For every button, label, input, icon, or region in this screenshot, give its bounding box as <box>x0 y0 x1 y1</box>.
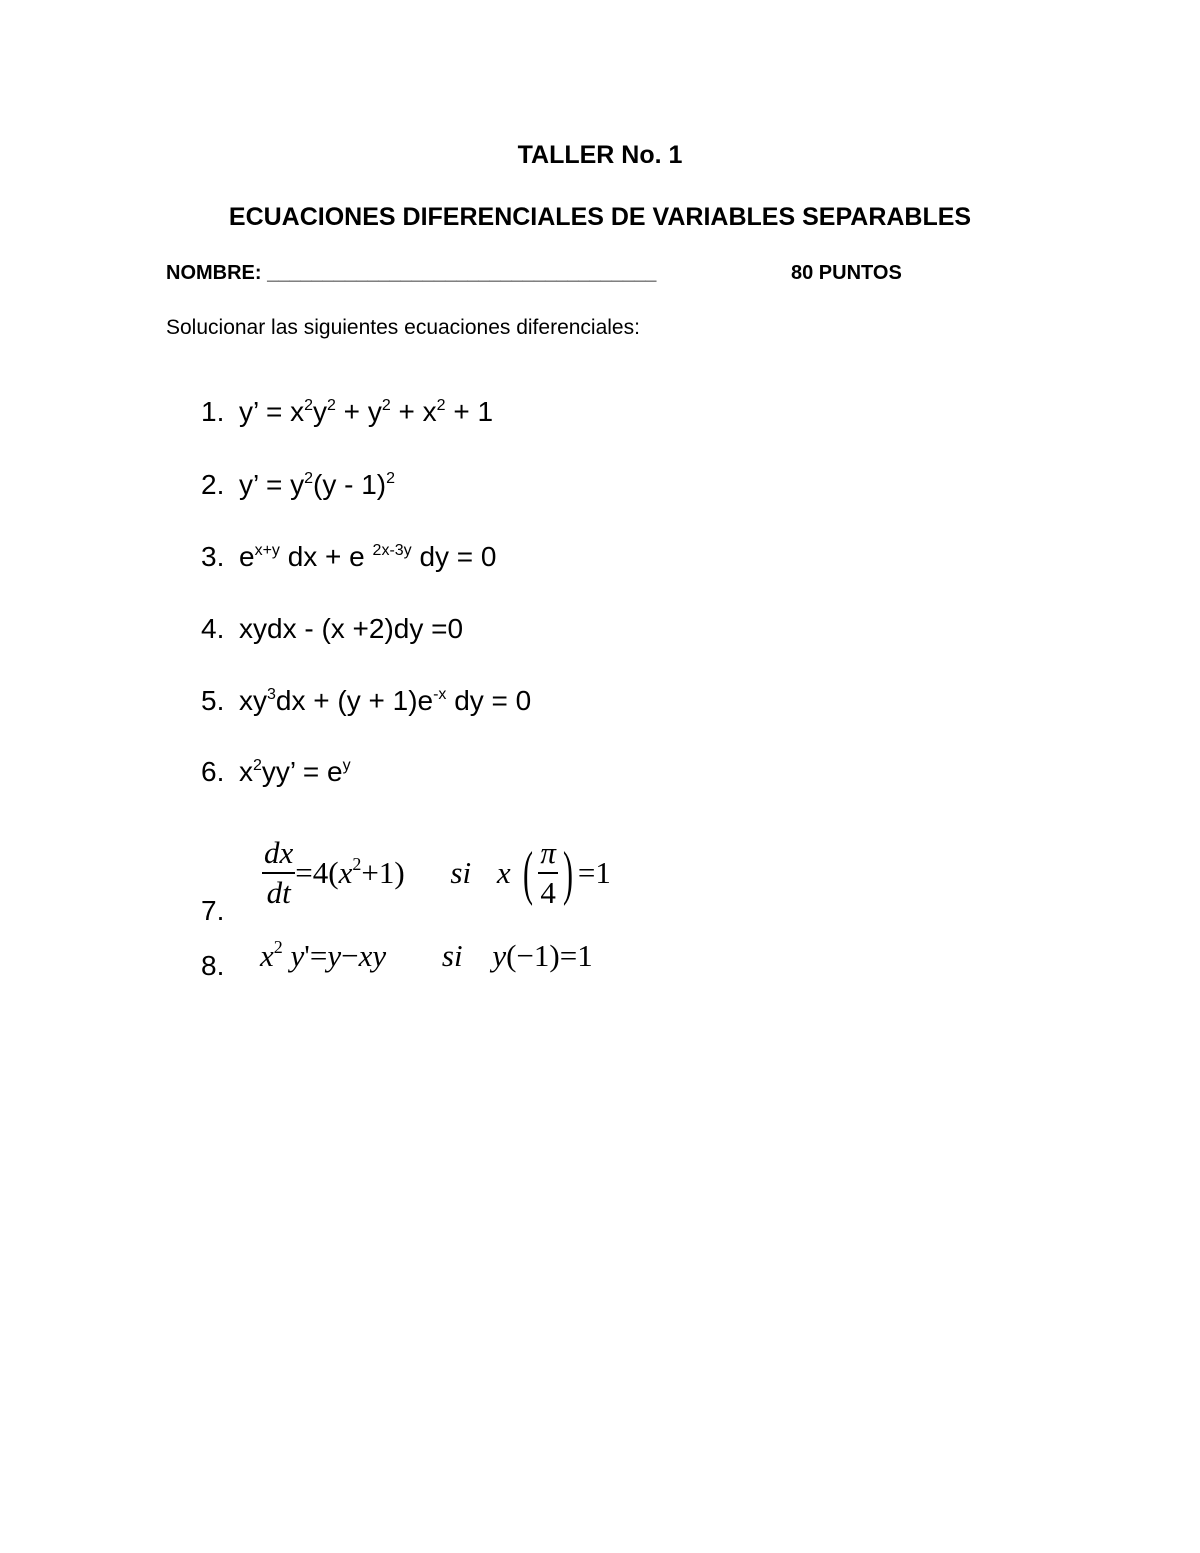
exercise-number: 1. <box>201 396 225 427</box>
exercise-number: 5. <box>201 685 225 716</box>
exercise-5 <box>201 685 531 717</box>
exercise-3 <box>201 541 497 573</box>
exercise-number: 8. <box>201 950 225 981</box>
fraction-pi-4: $\frac{\pi}{4}$ <box>540 835 556 910</box>
equation-3: $e^{x+y}$ dx + e $^{2x-3y}$ dy = 0 <box>239 541 497 572</box>
exercise-6 <box>201 756 351 788</box>
equation-1: y’ = $x^2y^2 + y^2 + x^2 + 1$ <box>239 396 494 427</box>
name-field-label: NOMBRE: ___________________________________ <box>166 262 657 284</box>
exercise-4 <box>201 613 463 645</box>
exercise-number: 4. <box>201 613 225 644</box>
equation-4: xydx - (x +2)dy =0 <box>239 613 464 644</box>
exercise-1 <box>201 396 493 428</box>
instructions: Solucionar las siguientes ecuaciones diferenciales: <box>166 316 640 339</box>
exercise-8-number <box>201 950 239 982</box>
fraction-dx-dt: $\frac{dx}{dt}$ <box>264 835 294 910</box>
equation-2: y’ = $y^2(y - 1)^2$ <box>239 469 396 500</box>
equation-8: $x^2$ y'=y−xy si y(−1)=1 <box>260 937 593 973</box>
points-label: 80 PUNTOS <box>791 262 902 284</box>
equation-7: $\frac{dx}{dt}$ $=4(x^2+1)$ si x ( $\frac{\pi}{4}$ ) =1 <box>264 835 611 910</box>
exercise-2 <box>201 469 395 501</box>
page-title: TALLER No. 1 <box>517 141 683 169</box>
equation-6: $x^2yy$’ = $e^y$ <box>239 756 351 787</box>
exercise-number: 2. <box>201 469 225 500</box>
page-subtitle: ECUACIONES DIFERENCIALES DE VARIABLES SEPARABLES <box>228 203 972 231</box>
exercise-number: 6. <box>201 756 225 787</box>
exercise-number: 3. <box>201 541 225 572</box>
exercise-number: 7. <box>201 895 225 926</box>
exercise-7-number <box>201 895 239 927</box>
equation-5: $xy^3dx + (y + 1)e^{-x}$ dy = 0 <box>239 685 532 716</box>
